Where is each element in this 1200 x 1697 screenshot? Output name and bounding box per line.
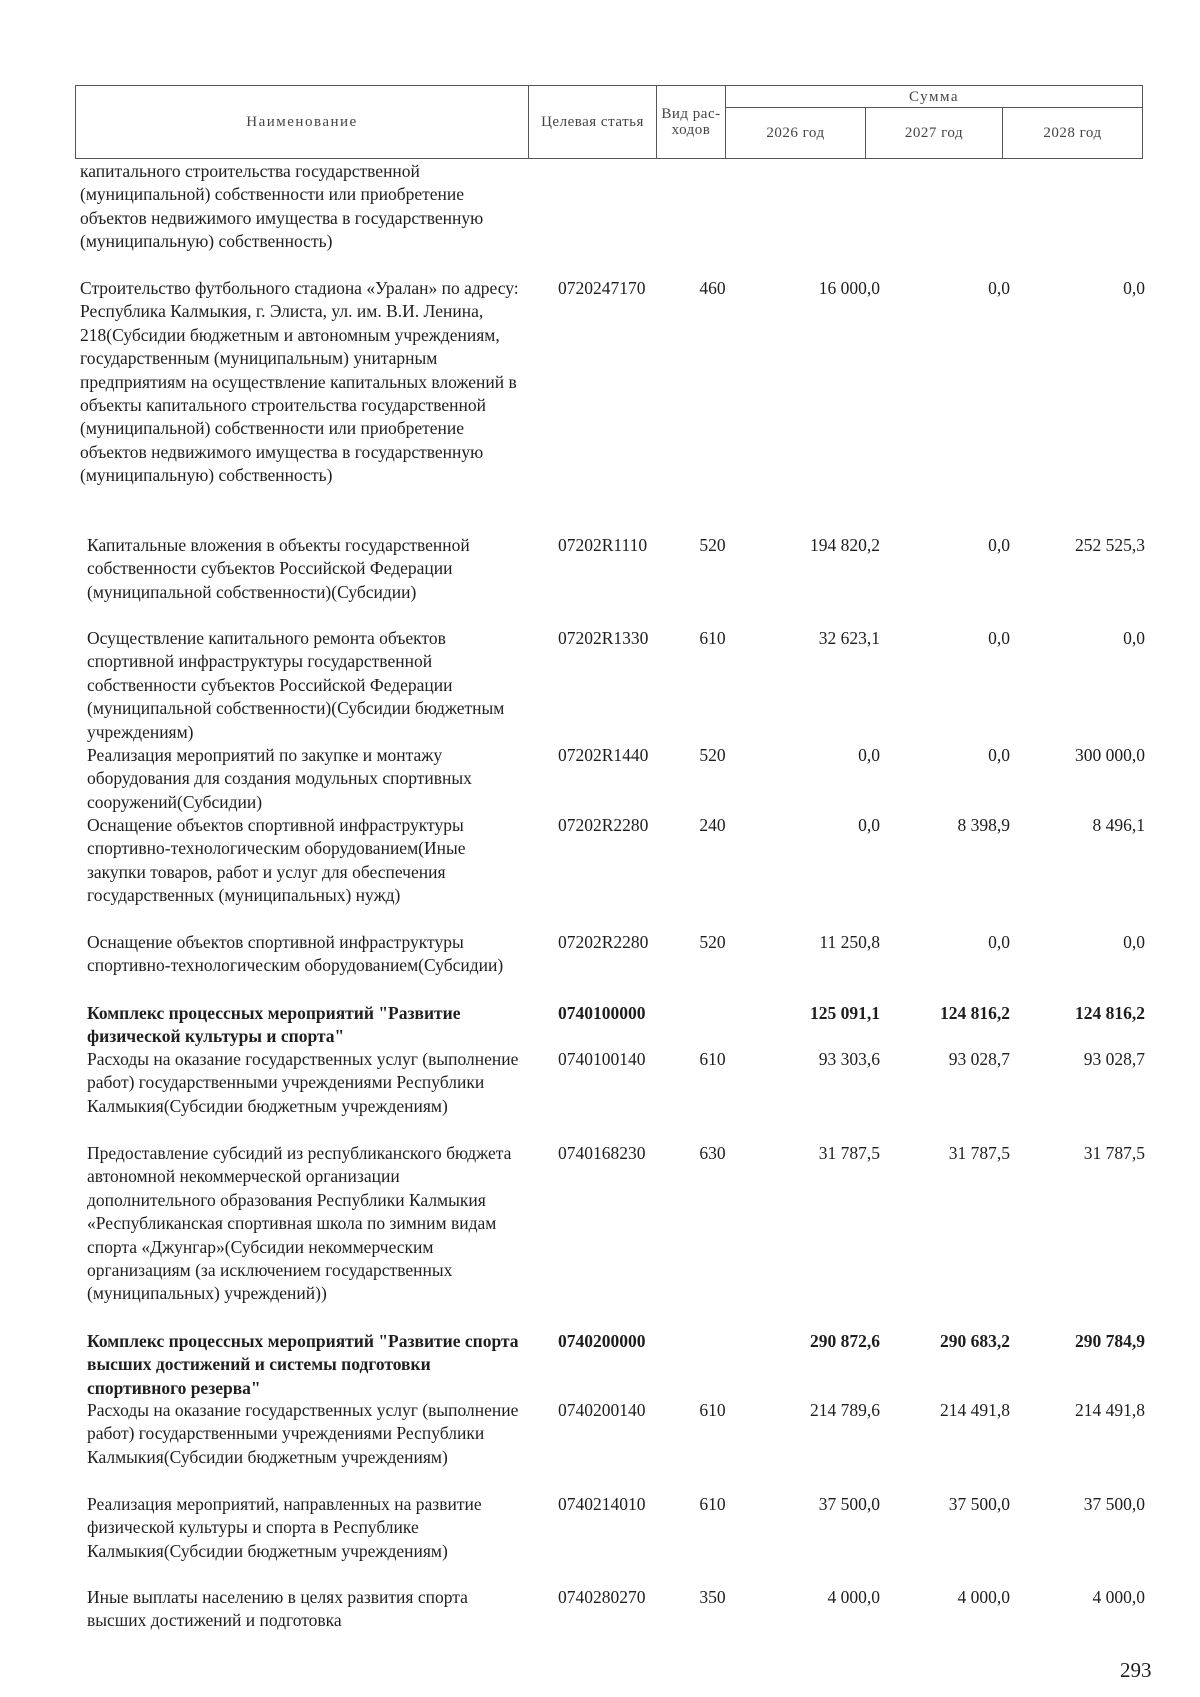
row-code: 0740200140 [558, 1400, 646, 1420]
row-sum-2028: 300 000,0 [1075, 745, 1145, 765]
row-code: 07202R1110 [558, 535, 648, 555]
table-row-group [0, 1002, 1200, 1048]
row-sum-2027: 0,0 [988, 628, 1010, 648]
row-name: Капитальные вложения в объекты государственной собственности субъектов Российской Федерации (муниципальной собственности)(Субсидии) [87, 535, 470, 602]
row-expense-type: 520 [699, 745, 726, 765]
table-row [0, 814, 1200, 931]
page-number: 293 [1120, 1658, 1152, 1682]
row-name: Расходы на оказание государственных услуг (выполнение работ) государственными учреждениями Республики Калмыкия(Субсидии бюджетным учреждениям) [87, 1049, 519, 1116]
row-sum-2026: 16 000,0 [818, 278, 880, 298]
row-sum-2028: 0,0 [1123, 278, 1145, 298]
row-sum-2028: 0,0 [1123, 932, 1145, 952]
row-name: Иные выплаты населению в целях развития спорта высших достижений и подготовка [87, 1587, 468, 1631]
row-sum-2028: 214 491,8 [1075, 1400, 1145, 1420]
row-name: Строительство футбольного стадиона «Уралан» по адресу: Республика Калмыкия, г. Элиста, ул. им. В.И. Ленина, 218(Субсидии бюджетным и автономным учреждениям, государственным (муниципальным) унитарным предприятиям на осуществление капитальных вложений в объекты капитального строительства государственной (муниципальной) собственности или приобретение объектов недвижимого имущества в государственную (муниципальную) собственность) [80, 278, 519, 486]
row-sum-2028: 8 496,1 [1092, 815, 1145, 835]
header-year-2027: 2027 год [866, 108, 1003, 159]
table-row [0, 1586, 1200, 1636]
row-sum-2027: 0,0 [988, 278, 1010, 298]
row-sum-2026: 93 303,6 [818, 1049, 880, 1069]
row-name: Осуществление капитального ремонта объектов спортивной инфраструктуры государственной собственности субъектов Российской Федерации (муниципальной собственности)(Субсидии бюджетным учреждениям) [87, 628, 505, 742]
row-name: Комплекс процессных мероприятий "Развитие спорта высших достижений и системы подготовки спортивного резерва" [87, 1331, 519, 1398]
row-expense-type: 630 [699, 1143, 726, 1163]
header-target-article: Целевая статья [529, 86, 657, 159]
table-row [0, 627, 1200, 744]
row-code: 07202R1440 [558, 745, 649, 765]
row-expense-type: 610 [699, 1049, 726, 1069]
row-sum-2027: 0,0 [988, 535, 1010, 555]
row-sum-2026: 0,0 [858, 815, 880, 835]
row-sum-2026: 214 789,6 [810, 1400, 880, 1420]
row-sum-2026: 32 623,1 [818, 628, 880, 648]
row-sum-2026: 125 091,1 [810, 1003, 880, 1023]
row-sum-2026: 37 500,0 [818, 1494, 880, 1514]
row-expense-type: 520 [699, 932, 726, 952]
table-row [0, 534, 1200, 627]
row-expense-type: 460 [699, 278, 726, 298]
header-year-2028: 2028 год [1003, 108, 1143, 159]
row-sum-2027: 8 398,9 [957, 815, 1010, 835]
row-code: 0740200000 [558, 1331, 646, 1351]
row-expense-type: 350 [699, 1587, 726, 1607]
row-sum-2028: 252 525,3 [1075, 535, 1145, 555]
row-sum-2027: 124 816,2 [940, 1003, 1010, 1023]
table-row [0, 1142, 1200, 1330]
row-sum-2027: 290 683,2 [940, 1331, 1010, 1351]
row-expense-type: 610 [699, 1494, 726, 1514]
row-sum-2026: 31 787,5 [818, 1143, 880, 1163]
row-code: 07202R2280 [558, 932, 649, 952]
row-code: 0740100000 [558, 1003, 646, 1023]
table-row [0, 1048, 1200, 1142]
table-row [0, 931, 1200, 1002]
row-sum-2027: 93 028,7 [948, 1049, 1010, 1069]
row-sum-2028: 37 500,0 [1083, 1494, 1145, 1514]
row-expense-type: 610 [699, 628, 726, 648]
row-sum-2027: 0,0 [988, 932, 1010, 952]
row-sum-2027: 37 500,0 [948, 1494, 1010, 1514]
table-row [0, 1493, 1200, 1586]
row-name: Оснащение объектов спортивной инфраструктуры спортивно-технологическим оборудованием(Субсидии) [87, 932, 504, 976]
row-sum-2026: 4 000,0 [827, 1587, 880, 1607]
row-name: Комплекс процессных мероприятий "Развитие физической культуры и спорта" [87, 1003, 461, 1047]
header-year-2026: 2026 год [726, 108, 866, 159]
row-expense-type: 610 [699, 1400, 726, 1420]
row-sum-2026: 0,0 [858, 745, 880, 765]
table-row [0, 1399, 1200, 1493]
row-sum-2028: 290 784,9 [1075, 1331, 1145, 1351]
row-sum-2026: 194 820,2 [810, 535, 880, 555]
row-sum-2028: 0,0 [1123, 628, 1145, 648]
row-code: 0720247170 [558, 278, 646, 298]
row-name: Реализация мероприятий, направленных на развитие физической культуры и спорта в Республике Калмыкия(Субсидии бюджетным учреждениям) [87, 1494, 482, 1561]
table-header [75, 85, 1143, 159]
row-expense-type: 240 [699, 815, 726, 835]
table-body [0, 160, 1200, 1636]
row-sum-2026: 11 250,8 [819, 932, 880, 952]
row-name: Предоставление субсидий из республиканского бюджета автономной некоммерческой организации дополнительного образования Республики Калмыкия «Республиканская спортивная школа по зимним видам спорта «Джунгар»(Субсидии некоммерческим организациям (за исключением государственных (муниципальных) учреждений)) [87, 1143, 512, 1304]
row-code: 0740168230 [558, 1143, 646, 1163]
table-row-continuation [0, 160, 1200, 277]
row-sum-2028: 124 816,2 [1075, 1003, 1145, 1023]
row-sum-2027: 0,0 [988, 745, 1010, 765]
row-name: Расходы на оказание государственных услуг (выполнение работ) государственными учреждениями Республики Калмыкия(Субсидии бюджетным учреждениям) [87, 1400, 519, 1467]
table-row [0, 277, 1200, 534]
row-name: капитального строительства государственной (муниципальной) собственности или приобретение объектов недвижимого имущества в государственную (муниципальную) собственность) [80, 161, 484, 252]
row-sum-2028: 93 028,7 [1083, 1049, 1145, 1069]
row-code: 0740100140 [558, 1049, 646, 1069]
table-row [0, 744, 1200, 814]
header-sum: Сумма [726, 86, 1143, 108]
row-sum-2027: 31 787,5 [948, 1143, 1010, 1163]
row-sum-2027: 214 491,8 [940, 1400, 1010, 1420]
row-name: Реализация мероприятий по закупке и монтажу оборудования для создания модульных спортивных сооружений(Субсидии) [87, 745, 472, 812]
row-code: 0740214010 [558, 1494, 646, 1514]
row-sum-2026: 290 872,6 [810, 1331, 880, 1351]
row-code: 07202R2280 [558, 815, 649, 835]
row-code: 0740280270 [558, 1587, 646, 1607]
table-row-group [0, 1330, 1200, 1399]
row-sum-2028: 31 787,5 [1083, 1143, 1145, 1163]
header-expense-type: Вид рас-ходов [657, 86, 726, 159]
row-sum-2028: 4 000,0 [1092, 1587, 1145, 1607]
row-name: Оснащение объектов спортивной инфраструктуры спортивно-технологическим оборудованием(Иные закупки товаров, работ и услуг для обеспечения государственных (муниципальных) нужд) [87, 815, 466, 906]
row-sum-2027: 4 000,0 [957, 1587, 1010, 1607]
header-name: Наименование [76, 86, 529, 159]
row-expense-type: 520 [699, 535, 726, 555]
row-code: 07202R1330 [558, 628, 649, 648]
